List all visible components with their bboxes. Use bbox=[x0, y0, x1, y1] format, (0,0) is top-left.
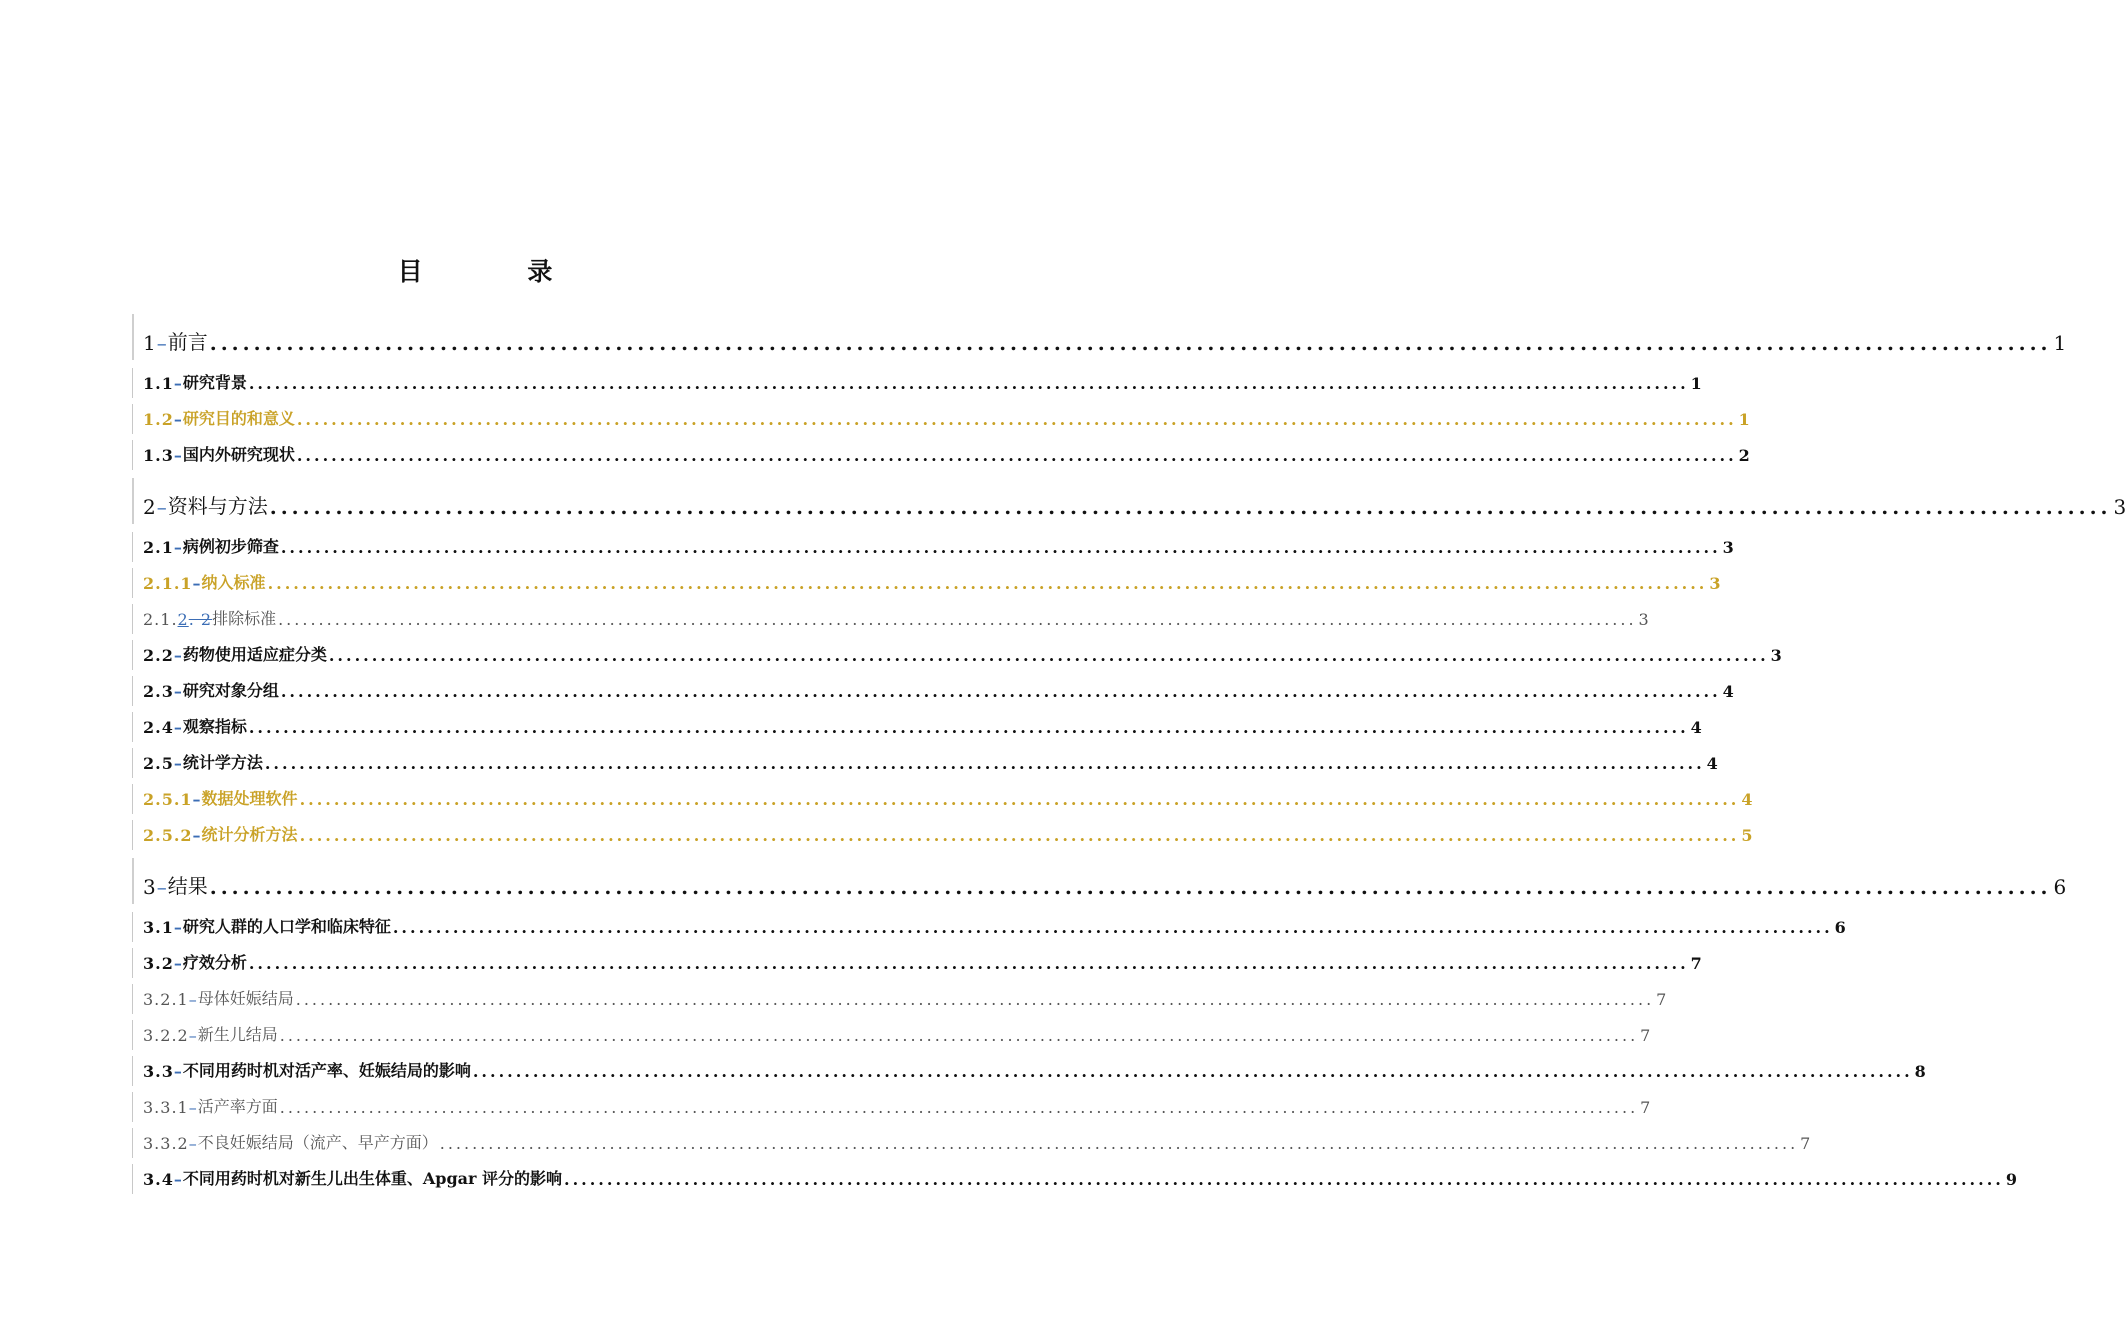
toc-entry-page-number: 4 bbox=[1722, 682, 1734, 701]
toc-entry-title: 不良妊娠结局（流产、早产方面） bbox=[197, 1133, 438, 1152]
toc-entry-number bbox=[143, 1134, 198, 1153]
toc-entry-page-number: 6 bbox=[1834, 918, 1846, 937]
toc-entry-bar bbox=[132, 784, 133, 814]
toc-entry-number bbox=[143, 918, 183, 937]
toc-entry-leader: ........................................................................................................................................................................ bbox=[209, 875, 2052, 899]
toc-entry[interactable] bbox=[132, 944, 1702, 980]
toc-entry[interactable] bbox=[132, 600, 1649, 636]
toc-entry-number bbox=[143, 538, 183, 557]
toc-entry-number bbox=[143, 1026, 198, 1045]
toc-entry-title: 不同用药时机对新生儿出生体重、Apgar 评分的影响 bbox=[182, 1169, 563, 1188]
toc-entry-title: 活产率方面 bbox=[197, 1097, 278, 1116]
toc-entry-page-number: 7 bbox=[1656, 990, 1667, 1009]
toc-entry-title: 研究对象分组 bbox=[182, 681, 279, 700]
toc-entry-number-text: 2.3 bbox=[143, 682, 174, 701]
toc-entry[interactable] bbox=[132, 636, 1782, 672]
toc-entry-title: 数据处理软件 bbox=[201, 789, 298, 808]
toc-entry-leader: ........................................................................................................................................................................ bbox=[248, 374, 1689, 393]
toc-entry-number bbox=[143, 374, 183, 393]
toc-entry-separator: – bbox=[173, 374, 183, 393]
toc-entry-leader: ........................................................................................................................................................................ bbox=[328, 646, 1769, 665]
toc-entry[interactable] bbox=[132, 528, 1734, 564]
toc-entry-number bbox=[143, 331, 168, 355]
toc-entry-title: 纳入标准 bbox=[201, 573, 266, 592]
toc-entry-page-number: 4 bbox=[1690, 718, 1702, 737]
toc-entry-separator: – bbox=[173, 410, 183, 429]
toc-entry-separator: – bbox=[173, 718, 183, 737]
toc-entry-leader: ........................................................................................................................................................................ bbox=[296, 446, 1737, 465]
toc-entry-separator: – bbox=[173, 954, 183, 973]
toc-entry-page-number: 3 bbox=[1638, 610, 1649, 629]
table-of-contents bbox=[132, 308, 2126, 1196]
toc-entry-page-number: 8 bbox=[1914, 1062, 1926, 1081]
toc-entry-bar bbox=[132, 568, 133, 598]
toc-entry-number bbox=[143, 682, 183, 701]
toc-entry-leader: ........................................................................................................................................................................ bbox=[279, 1026, 1639, 1045]
toc-entry-number-text: 3.3.2 bbox=[143, 1134, 189, 1153]
toc-entry-separator: – bbox=[173, 646, 183, 665]
toc-entry-page-number: 7 bbox=[1640, 1026, 1651, 1045]
toc-entry-number-text: 2.1.1 bbox=[143, 574, 193, 593]
toc-entry-leader: ........................................................................................................................................................................ bbox=[472, 1062, 1913, 1081]
toc-entry[interactable] bbox=[132, 980, 1667, 1016]
toc-entry-bar bbox=[132, 712, 133, 742]
toc-entry-title: 前言 bbox=[167, 330, 208, 354]
toc-entry-page-number: 9 bbox=[2005, 1170, 2017, 1189]
toc-entry-page-number: 1 bbox=[1738, 410, 1750, 429]
toc-entry-number-text: 2 bbox=[143, 495, 157, 519]
toc-entry-separator: – bbox=[173, 446, 183, 465]
toc-entry-separator: – bbox=[173, 1170, 183, 1189]
toc-entry[interactable] bbox=[132, 1052, 1926, 1088]
toc-entry-leader: ........................................................................................................................................................................ bbox=[299, 790, 1740, 809]
toc-entry-number-text: 3.3 bbox=[143, 1062, 174, 1081]
toc-entry-title: 排除标准 bbox=[212, 609, 277, 628]
toc-entry-leader: ........................................................................................................................................................................ bbox=[279, 1098, 1639, 1117]
toc-entry-separator: – bbox=[156, 875, 168, 899]
toc-entry-title: 统计分析方法 bbox=[201, 825, 298, 844]
toc-entry-number bbox=[143, 754, 183, 773]
toc-entry-separator: – bbox=[156, 495, 168, 519]
toc-entry[interactable] bbox=[132, 400, 1750, 436]
toc-entry-bar bbox=[132, 368, 133, 398]
toc-entry[interactable] bbox=[132, 364, 1702, 400]
toc-entry-title: 母体妊娠结局 bbox=[197, 989, 294, 1008]
toc-entry-leader: ........................................................................................................................................................................ bbox=[209, 331, 2052, 355]
toc-entry-number-text: 1.2 bbox=[143, 410, 174, 429]
toc-entry-separator: – bbox=[192, 790, 202, 809]
toc-entry-number bbox=[143, 495, 168, 519]
toc-entry-leader: ........................................................................................................................................................................ bbox=[295, 990, 1655, 1009]
toc-entry-number bbox=[143, 1062, 183, 1081]
toc-entry-bar bbox=[132, 748, 133, 778]
toc-entry-title: 新生儿结局 bbox=[197, 1025, 278, 1044]
toc-entry-leader: ........................................................................................................................................................................ bbox=[267, 574, 1708, 593]
toc-entry-number bbox=[143, 446, 183, 465]
toc-entry-leader: ........................................................................................................................................................................ bbox=[278, 610, 1637, 629]
toc-entry-bar bbox=[132, 1020, 133, 1050]
toc-entry-title: 不同用药时机对活产率、妊娠结局的影响 bbox=[182, 1061, 471, 1080]
toc-entry-number-text: 3.2 bbox=[143, 954, 174, 973]
toc-entry-bar bbox=[132, 440, 133, 470]
toc-entry-title: 病例初步筛查 bbox=[182, 537, 279, 556]
toc-entry-number-text: 3 bbox=[143, 875, 157, 899]
toc-entry-page-number: 4 bbox=[1706, 754, 1718, 773]
toc-entry-separator: – bbox=[156, 331, 168, 355]
toc-entry-title: 统计学方法 bbox=[182, 753, 263, 772]
toc-entry-leader: ........................................................................................................................................................................ bbox=[439, 1134, 1799, 1153]
toc-entry-bar bbox=[132, 640, 133, 670]
toc-entry[interactable] bbox=[132, 472, 2126, 528]
toc-entry-bar bbox=[132, 984, 133, 1014]
toc-entry-page-number: 7 bbox=[1690, 954, 1702, 973]
toc-entry-page-number: 3 bbox=[1722, 538, 1734, 557]
toc-entry-page-number: 5 bbox=[1741, 826, 1753, 845]
toc-entry-bar bbox=[132, 858, 134, 904]
toc-entry-bar bbox=[132, 820, 133, 850]
toc-entry-page-number: 3 bbox=[1770, 646, 1782, 665]
toc-entry-page-number: 1 bbox=[1690, 374, 1702, 393]
toc-entry-number-text: 3.2.2 bbox=[143, 1026, 189, 1045]
toc-entry[interactable] bbox=[132, 1160, 2017, 1196]
toc-entry-leader: ........................................................................................................................................................................ bbox=[564, 1170, 2004, 1189]
toc-entry[interactable] bbox=[132, 852, 2067, 908]
toc-entry-bar bbox=[132, 912, 133, 942]
toc-entry-leader: ........................................................................................................................................................................ bbox=[264, 754, 1705, 773]
toc-entry-number bbox=[143, 954, 183, 973]
toc-entry-number-text: 1.1 bbox=[143, 374, 174, 393]
toc-entry[interactable] bbox=[132, 1088, 1651, 1124]
toc-entry-bar bbox=[132, 604, 133, 634]
toc-entry-bar bbox=[132, 1164, 133, 1194]
toc-entry-number bbox=[143, 875, 168, 899]
toc-entry-title: 研究人群的人口学和临床特征 bbox=[182, 917, 391, 936]
toc-entry-number-text: 2.5.1 bbox=[143, 790, 193, 809]
toc-entry[interactable] bbox=[132, 436, 1750, 472]
toc-entry-number bbox=[143, 718, 183, 737]
toc-title: 目 录 bbox=[397, 257, 601, 286]
toc-entry-separator: – bbox=[173, 1062, 183, 1081]
toc-entry-bar bbox=[132, 1128, 133, 1158]
toc-entry-number-text: 1.3 bbox=[143, 446, 174, 465]
toc-entry-separator: – bbox=[188, 1026, 198, 1045]
toc-entry-number bbox=[143, 574, 202, 593]
toc-entry-bar bbox=[132, 314, 134, 360]
toc-entry-leader: ........................................................................................................................................................................ bbox=[248, 954, 1689, 973]
toc-entry-number bbox=[143, 1170, 183, 1189]
toc-entry-number bbox=[143, 826, 202, 845]
toc-entry-number-text: 3.4 bbox=[143, 1170, 174, 1189]
toc-entry-bar bbox=[132, 948, 133, 978]
toc-entry[interactable] bbox=[132, 780, 1753, 816]
toc-entry-title: 观察指标 bbox=[182, 717, 247, 736]
toc-entry-bar bbox=[132, 676, 133, 706]
toc-entry[interactable] bbox=[132, 1016, 1651, 1052]
toc-entry-leader: ........................................................................................................................................................................ bbox=[392, 918, 1833, 937]
toc-entry-page-number: 7 bbox=[1800, 1134, 1811, 1153]
toc-entry-separator: – bbox=[188, 1098, 198, 1117]
toc-entry-title: 国内外研究现状 bbox=[182, 445, 295, 464]
toc-entry-bar bbox=[132, 1056, 133, 1086]
toc-entry-number bbox=[143, 1098, 198, 1117]
toc-entry-separator: – bbox=[173, 754, 183, 773]
toc-entry-number-text: 2.2 bbox=[143, 646, 174, 665]
toc-entry-number bbox=[143, 410, 183, 429]
toc-entry-separator: – bbox=[192, 826, 202, 845]
toc-entry-title: 研究背景 bbox=[182, 373, 247, 392]
toc-entry-number-text: 2.5.2 bbox=[143, 826, 193, 845]
revision-insert: 2 bbox=[177, 610, 189, 629]
toc-entry-number-text: 2.1. bbox=[143, 610, 178, 629]
toc-entry-title: 研究目的和意义 bbox=[182, 409, 295, 428]
toc-entry[interactable] bbox=[132, 708, 1702, 744]
toc-entry-leader: ........................................................................................................................................................................ bbox=[269, 495, 2112, 519]
toc-entry[interactable] bbox=[132, 308, 2067, 364]
toc-entry-title: 结果 bbox=[167, 874, 208, 898]
toc-entry[interactable] bbox=[132, 908, 1846, 944]
toc-entry-number bbox=[143, 610, 212, 629]
toc-entry[interactable] bbox=[132, 744, 1718, 780]
toc-entry-separator: – bbox=[192, 574, 202, 593]
toc-entry-leader: ........................................................................................................................................................................ bbox=[280, 682, 1721, 701]
toc-entry-number-text: 2.1 bbox=[143, 538, 174, 557]
toc-entry-title: 疗效分析 bbox=[182, 953, 247, 972]
toc-entry-leader: ........................................................................................................................................................................ bbox=[299, 826, 1740, 845]
toc-entry-leader: ........................................................................................................................................................................ bbox=[296, 410, 1737, 429]
toc-entry-number-text: 3.2.1 bbox=[143, 990, 189, 1009]
toc-entry-separator: – bbox=[188, 1134, 198, 1153]
toc-entry-number-text: 2.4 bbox=[143, 718, 174, 737]
toc-entry-bar bbox=[132, 532, 133, 562]
toc-entry[interactable] bbox=[132, 564, 1721, 600]
toc-entry-bar bbox=[132, 1092, 133, 1122]
toc-entry-number bbox=[143, 790, 202, 809]
toc-entry-separator: – bbox=[173, 682, 183, 701]
toc-entry-page-number: 2 bbox=[1738, 446, 1750, 465]
toc-entry-separator: – bbox=[188, 990, 198, 1009]
toc-entry-bar bbox=[132, 478, 134, 524]
toc-entry-leader: ........................................................................................................................................................................ bbox=[280, 538, 1721, 557]
toc-entry-page-number: 6 bbox=[2053, 875, 2067, 899]
toc-entry-number-text: 3.1 bbox=[143, 918, 174, 937]
toc-entry-number-text: 2.5 bbox=[143, 754, 174, 773]
toc-entry-page-number: 4 bbox=[1741, 790, 1753, 809]
toc-entry-number-text: 3.3.1 bbox=[143, 1098, 189, 1117]
toc-entry-title: 资料与方法 bbox=[167, 494, 268, 518]
toc-entry-page-number: 1 bbox=[2053, 331, 2067, 355]
toc-entry-number bbox=[143, 646, 183, 665]
toc-entry[interactable] bbox=[132, 816, 1753, 852]
toc-entry-title: 药物使用适应症分类 bbox=[182, 645, 327, 664]
revision-delete: . 2 bbox=[188, 610, 213, 629]
toc-entry-number bbox=[143, 990, 198, 1009]
toc-entry-page-number: 3 bbox=[2113, 495, 2126, 519]
toc-entry-page-number: 7 bbox=[1640, 1098, 1651, 1117]
toc-entry-number-text: 1 bbox=[143, 331, 157, 355]
toc-entry-separator: – bbox=[173, 918, 183, 937]
toc-entry[interactable] bbox=[132, 672, 1734, 708]
toc-entry-leader: ........................................................................................................................................................................ bbox=[248, 718, 1689, 737]
toc-entry[interactable] bbox=[132, 1124, 1811, 1160]
toc-entry-separator: – bbox=[173, 538, 183, 557]
toc-entry-bar bbox=[132, 404, 133, 434]
toc-entry-page-number: 3 bbox=[1709, 574, 1721, 593]
